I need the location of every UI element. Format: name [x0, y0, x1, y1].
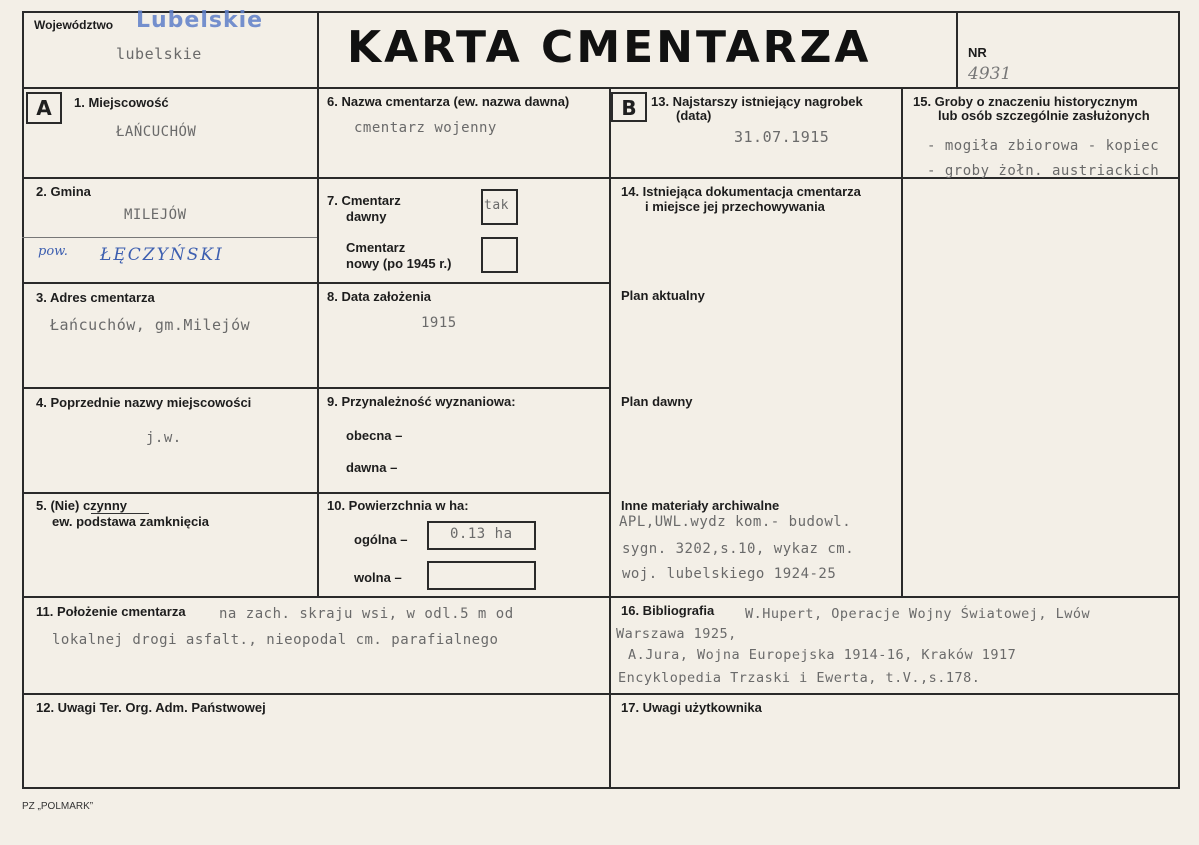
field-11-value-1: na zach. skraju wsi, w odl.5 m od: [219, 606, 514, 622]
field-7-checkbox-nowy: [481, 237, 518, 273]
field-11-value-2: lokalnej drogi asfalt., nieopodal cm. parafialnego: [52, 632, 499, 648]
field-2-pow: pow.: [38, 244, 68, 259]
header-divider-right: [956, 11, 958, 89]
row-divider-2: [22, 282, 611, 284]
field-10-wolna-box: [427, 561, 536, 590]
field-15-value-2: - groby żołn. austriackich: [927, 163, 1160, 179]
field-9-label: 9. Przynależność wyznaniowa:: [327, 394, 516, 409]
field-16-value-3: A.Jura, Wojna Europejska 1914-16, Kraków 1917: [628, 647, 1017, 663]
inne-materialy-value-2: sygn. 3202,s.10, wykaz cm.: [622, 541, 855, 557]
field-13-label-1: 13. Najstarszy istniejący nagrobek: [651, 94, 863, 109]
header-divider: [22, 87, 1180, 89]
field-4-value: j.w.: [146, 430, 182, 446]
row-divider-4: [22, 492, 611, 494]
field-8-value: 1915: [421, 315, 457, 331]
field-3-value: Łańcuchów, gm.Milejów: [50, 316, 251, 334]
col-divider-2: [609, 87, 611, 787]
field-3-label: 3. Adres cmentarza: [36, 290, 155, 305]
field-7-label-2: dawny: [346, 209, 387, 224]
section-a-marker: A: [26, 92, 62, 124]
col-divider-1: [317, 87, 319, 597]
row-divider-3: [22, 387, 611, 389]
field-14-label-1: 14. Istniejąca dokumentacja cmentarza: [621, 184, 861, 199]
field-5-label-1: 5. (Nie) czynny: [36, 498, 128, 513]
plan-dawny-label: Plan dawny: [621, 394, 693, 409]
header-divider-left: [317, 11, 319, 89]
wojewodztwo-stamp: Lubelskie: [136, 8, 264, 33]
field-16-value-1: W.Hupert, Operacje Wojny Światowej, Lwów: [745, 606, 1091, 622]
field-7b-label-1: Cmentarz: [346, 240, 406, 255]
nr-label: NR: [968, 45, 987, 60]
section-b-marker: B: [611, 92, 647, 122]
row-divider-1b: [22, 237, 317, 238]
field-4-label: 4. Poprzednie nazwy miejscowości: [36, 395, 252, 410]
field-10-wolna: wolna –: [354, 570, 402, 585]
field-12-label: 12. Uwagi Ter. Org. Adm. Państwowej: [36, 700, 266, 715]
field-1-value: ŁAŃCUCHÓW: [116, 124, 197, 140]
printer-footer: PZ „POLMARK”: [22, 801, 94, 812]
field-7-value: tak: [484, 198, 509, 213]
field-15-value-1: - mogiła zbiorowa - kopiec: [927, 138, 1160, 154]
inne-materialy-value-3: woj. lubelskiego 1924-25: [622, 566, 837, 582]
field-2-label: 2. Gmina: [36, 184, 91, 199]
field-2-value: MILEJÓW: [124, 207, 187, 223]
field-7-label-1: 7. Cmentarz: [327, 193, 401, 208]
wojewodztwo-value: lubelskie: [116, 45, 202, 63]
field-6-value: cmentarz wojenny: [354, 120, 497, 136]
page-title: KARTA CMENTARZA: [347, 22, 872, 73]
field-14-label-2: i miejsce jej przechowywania: [645, 199, 825, 214]
field-9-obecna: obecna –: [346, 428, 403, 443]
field-9-dawna: dawna –: [346, 460, 398, 475]
field-8-label: 8. Data założenia: [327, 289, 432, 304]
field-6-label: 6. Nazwa cmentarza (ew. nazwa dawna): [327, 94, 570, 109]
row-divider-6: [22, 693, 1180, 695]
nr-value: 4931: [968, 64, 1012, 84]
plan-aktualny-label: Plan aktualny: [621, 288, 705, 303]
field-2-powiat: ŁĘCZYŃSKI: [100, 245, 224, 265]
field-13-label-2: (data): [676, 108, 712, 123]
inne-materialy-value-1: APL,UWL.wydz kom.- budowl.: [619, 514, 852, 530]
wojewodztwo-label: Województwo: [34, 18, 114, 32]
field-10-ogolna-value: 0.13 ha: [450, 526, 513, 542]
field-7b-label-2: nowy (po 1945 r.): [346, 256, 452, 271]
field-10-ogolna: ogólna –: [354, 532, 408, 547]
field-13-value: 31.07.1915: [734, 128, 830, 146]
row-divider-5: [22, 596, 1180, 598]
field-10-label: 10. Powierzchnia w ha:: [327, 498, 469, 513]
field-17-label: 17. Uwagi użytkownika: [621, 700, 762, 715]
col-divider-3: [901, 87, 903, 597]
field-11-label: 11. Położenie cmentarza: [36, 604, 186, 619]
field-15-label-1: 15. Groby o znaczeniu historycznym: [913, 94, 1138, 109]
field-1-label: 1. Miejscowość: [74, 95, 169, 110]
field-16-value-4: Encyklopedia Trzaski i Ewerta, t.V.,s.178.: [618, 670, 981, 686]
field-15-label-2: lub osób szczególnie zasłużonych: [938, 108, 1150, 123]
field-16-label: 16. Bibliografia: [621, 603, 715, 618]
field-16-value-2: Warszawa 1925,: [616, 626, 737, 642]
inne-materialy-label: Inne materiały archiwalne: [621, 498, 780, 513]
field-5-label-2: ew. podstawa zamknięcia: [52, 514, 210, 529]
